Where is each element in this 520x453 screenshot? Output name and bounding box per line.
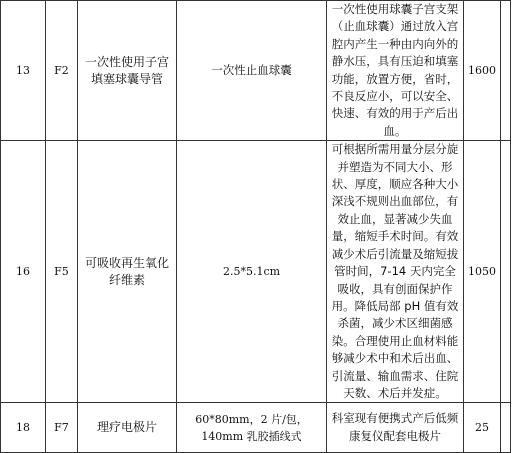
- product-spec: 2.5*5.1cm: [177, 141, 327, 403]
- item-code: F5: [46, 141, 78, 403]
- product-name: 理疗电极片: [78, 403, 177, 453]
- trailing-cell: [501, 403, 511, 453]
- product-name: 可吸收再生氧化纤维素: [78, 141, 177, 403]
- row-number: 13: [1, 1, 46, 141]
- product-spec: 一次性止血球囊: [177, 1, 327, 141]
- table-row: [1, 141, 511, 403]
- item-code: F2: [46, 1, 78, 141]
- product-name: 一次性使用子宫填塞球囊导管: [78, 1, 177, 141]
- row-number: 18: [1, 403, 46, 453]
- table-row: [1, 403, 511, 453]
- product-description: 可根据所需用量分层分旋并塑造为不同大小、形状、厚度，顺应各种大小深浅不规则出血部位，有效止血，显著减少失血量，缩短手术时间。有效减少术后引流量及缩短拔管时间，7-14 天内完全吸收，具有创面保护作用。降低局部 pH 值有效杀菌，减少术区细菌感染。合理使用止血材料能够减少术中和术后出血、引流量、输血需求、住院天数、术后并发症。: [327, 141, 464, 403]
- product-description: 科室现有便携式产后低频康复仪配套电极片: [327, 403, 464, 453]
- table-row: [1, 1, 511, 141]
- trailing-cell: [501, 141, 511, 403]
- product-description: 一次性使用球囊子宫支架（止血球囊）通过放入宫腔内产生一种由内向外的静水压，具有压迫和填塞功能，放置方便，省时，不良反应小，可以安全、快速、有效的用于产后出血。: [327, 1, 464, 141]
- unit-price: 1600: [464, 1, 501, 141]
- row-number: 16: [1, 141, 46, 403]
- unit-price: 1050: [464, 141, 501, 403]
- trailing-cell: [501, 1, 511, 141]
- unit-price: 25: [464, 403, 501, 453]
- item-code: F7: [46, 403, 78, 453]
- product-spec: 60*80mm，2 片/包，140mm 乳胶插线式: [177, 403, 327, 453]
